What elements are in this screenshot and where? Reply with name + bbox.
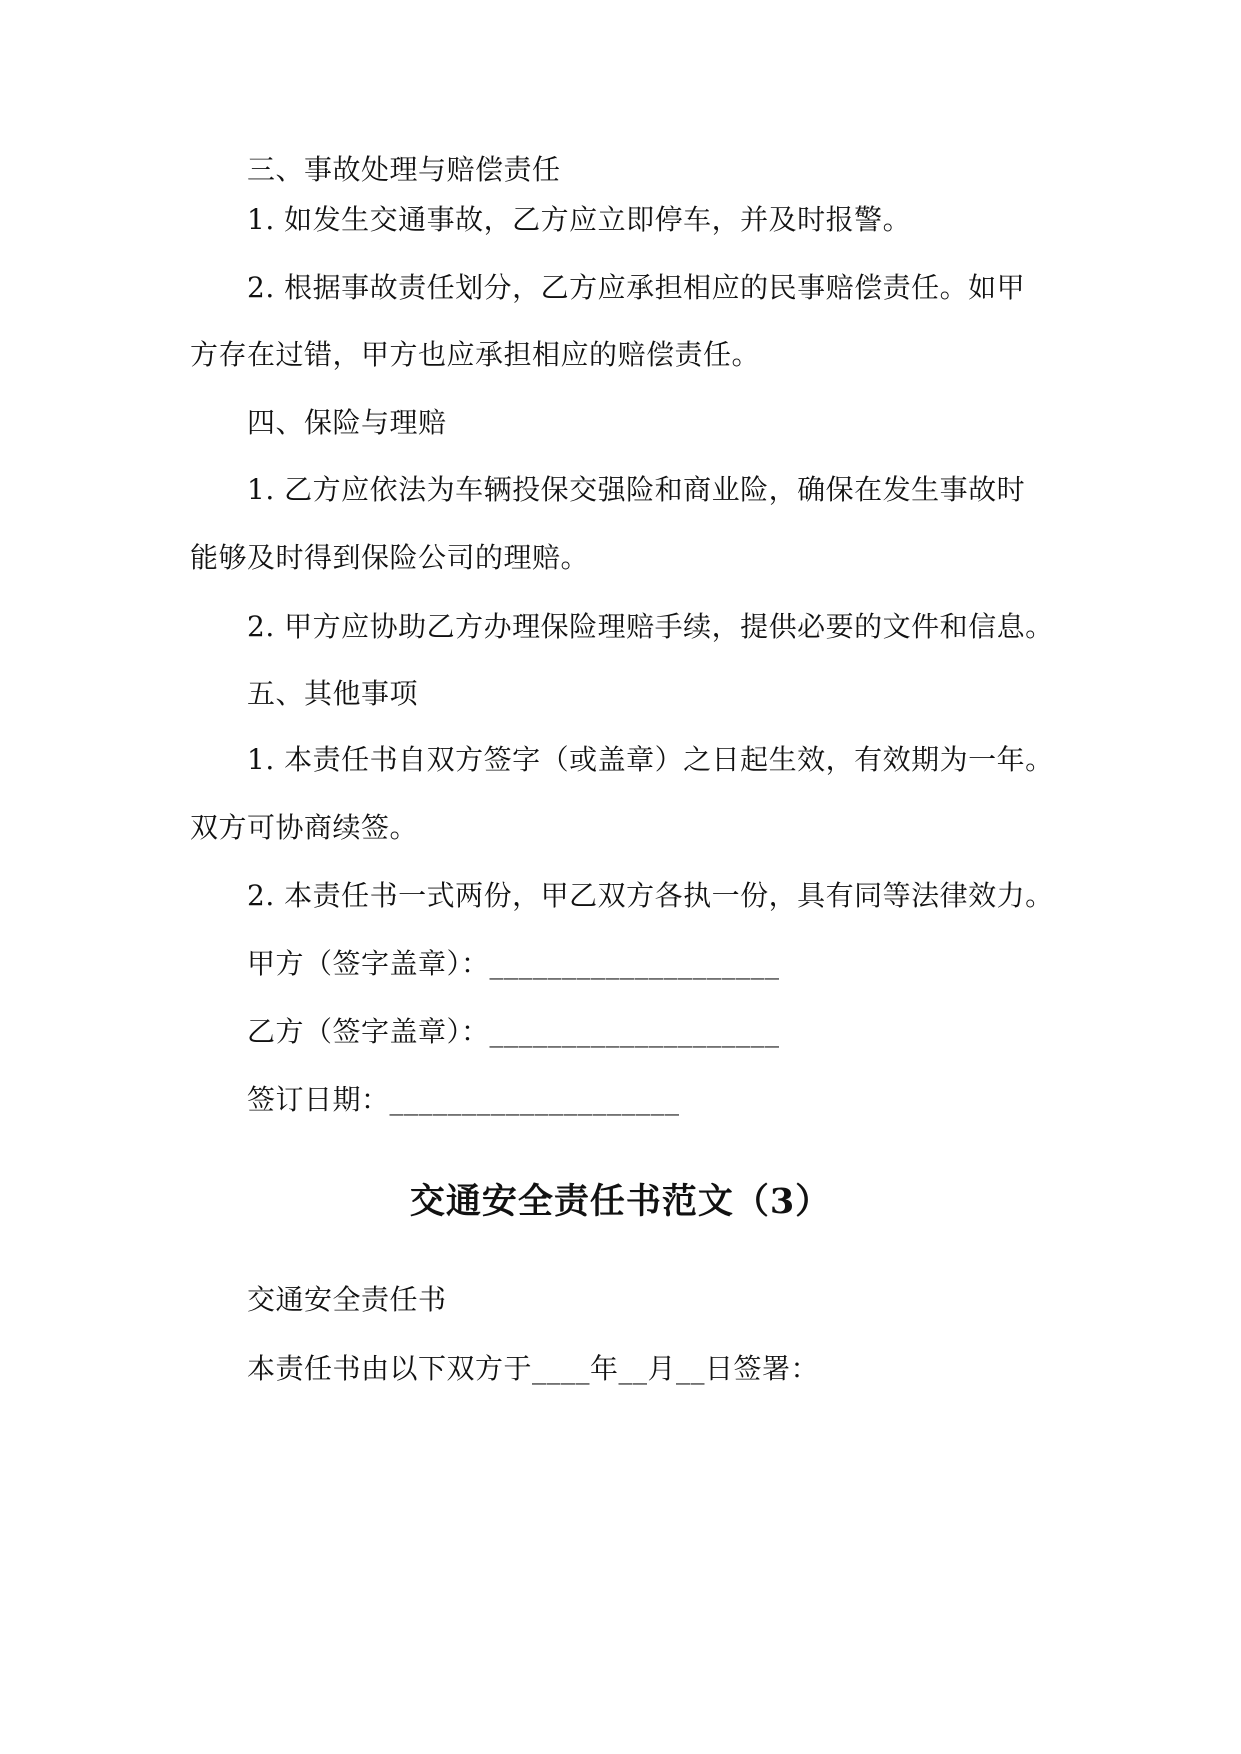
paragraph-text: 1. 如发生交通事故，乙方应立即停车，并及时报警。 [247,203,912,236]
paragraph-text: 2. 根据事故责任划分，乙方应承担相应的民事赔偿责任。如甲 [247,271,1026,304]
section-heading-other: 五、其他事项 [247,677,419,710]
party-a-signature-line: 甲方（签字盖章）：____________________ [247,947,780,980]
paragraph-text: 1. 乙方应依法为车辆投保交强险和商业险，确保在发生事故时 [247,473,1026,506]
section-heading-insurance: 四、保险与理赔 [247,406,447,439]
document-title: 交通安全责任书范文（3） [409,1181,832,1222]
section-heading-accident: 三、事故处理与赔偿责任 [247,153,561,186]
party-b-signature-line: 乙方（签字盖章）：____________________ [247,1015,780,1048]
subtitle-text: 交通安全责任书 [247,1283,447,1316]
paragraph-text: 本责任书由以下双方于____年__月__日签署： [247,1352,820,1385]
paragraph-text: 2. 甲方应协助乙方办理保险理赔手续，提供必要的文件和信息。 [247,610,1054,643]
paragraph-text: 能够及时得到保险公司的理赔。 [190,541,590,574]
paragraph-text: 2. 本责任书一式两份，甲乙双方各执一份，具有同等法律效力。 [247,879,1054,912]
paragraph-text: 双方可协商续签。 [190,811,419,844]
paragraph-text: 1. 本责任书自双方签字（或盖章）之日起生效，有效期为一年。 [247,743,1054,776]
paragraph-text: 方存在过错，甲方也应承担相应的赔偿责任。 [190,338,761,371]
signing-date-line: 签订日期：____________________ [247,1083,680,1116]
